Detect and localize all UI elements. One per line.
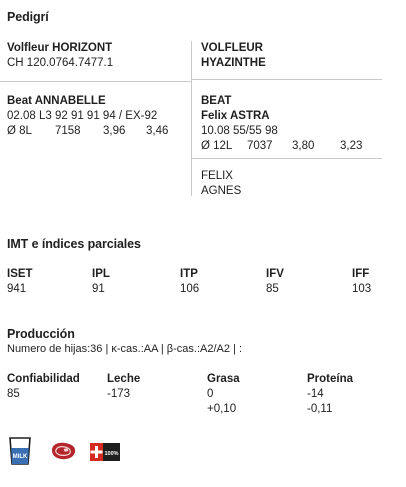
imt-value-ifv: 85 — [266, 283, 279, 295]
pedigree-divider-right-top — [191, 79, 382, 80]
dam-sire-line1: BEAT — [201, 95, 232, 107]
dam-classification: 02.08 L3 92 91 91 94 / EX-92 — [7, 110, 158, 122]
dam-dam-line2: AGNES — [201, 185, 242, 197]
dam-name: Beat ANNABELLE — [7, 95, 106, 107]
dam-sire-lactation-2: 3,80 — [292, 140, 315, 152]
production-header-confiabilidad: Confiabilidad — [7, 373, 80, 385]
swiss-label: 100% — [104, 451, 119, 457]
imt-header-iff: IFF — [352, 268, 370, 280]
milk-glass-icon — [8, 436, 32, 466]
production-proteina-value: -14 — [307, 388, 324, 400]
pedigree-vertical-divider — [191, 41, 192, 196]
dam-sire-lactation-0: Ø 12L — [201, 140, 233, 152]
sire-id: CH 120.0764.7477.1 — [7, 57, 114, 69]
production-title: Producción — [7, 327, 75, 341]
imt-header-iset: ISET — [7, 268, 33, 280]
imt-header-ifv: IFV — [266, 268, 284, 280]
pedigree-title: Pedigrí — [7, 10, 49, 24]
dam-sire-lactation-1: 7037 — [247, 140, 273, 152]
imt-value-ipl: 91 — [92, 283, 105, 295]
production-header-grasa: Grasa — [207, 373, 240, 385]
dam-dam-line1: FELIX — [201, 170, 233, 182]
sire-sire-line1: VOLFLEUR — [201, 42, 263, 54]
dam-sire-classification: 10.08 55/55 98 — [201, 125, 278, 137]
meat-steak-icon — [49, 441, 77, 461]
imt-header-ipl: IPL — [92, 268, 110, 280]
swiss-flag-icon — [90, 443, 120, 461]
imt-value-itp: 106 — [180, 283, 200, 295]
production-header-leche: Leche — [107, 373, 141, 385]
production-leche-value: -173 — [107, 388, 131, 400]
imt-value-iset: 941 — [7, 283, 27, 295]
milk-label: MILK — [12, 454, 28, 460]
sire-name: Volfleur HORIZONT — [7, 42, 113, 54]
pedigree-divider-left — [0, 81, 191, 82]
dam-lactation-0: Ø 8L — [7, 125, 32, 137]
dam-lactation-3: 3,46 — [146, 125, 169, 137]
production-summary: Numero de hijas:36 | κ-cas.:AA | β-cas.:A2/A2 | : — [7, 343, 242, 355]
production-grasa-percent: +0,10 — [207, 403, 237, 415]
imt-value-iff: 103 — [352, 283, 372, 295]
dam-lactation-1: 7158 — [55, 125, 81, 137]
production-proteina-percent: -0,11 — [307, 403, 333, 415]
pedigree-divider-right-bottom — [191, 158, 382, 159]
imt-title: IMT e índices parciales — [7, 237, 141, 251]
imt-header-itp: ITP — [180, 268, 198, 280]
dam-lactation-2: 3,96 — [103, 125, 126, 137]
production-confiabilidad-value: 85 — [7, 388, 20, 400]
sire-sire-line2: HYAZINTHE — [201, 57, 266, 69]
dam-sire-name: Felix ASTRA — [201, 110, 270, 122]
production-header-proteina: Proteína — [307, 373, 354, 385]
production-grasa-value: 0 — [207, 388, 214, 400]
dam-sire-lactation-3: 3,23 — [340, 140, 363, 152]
